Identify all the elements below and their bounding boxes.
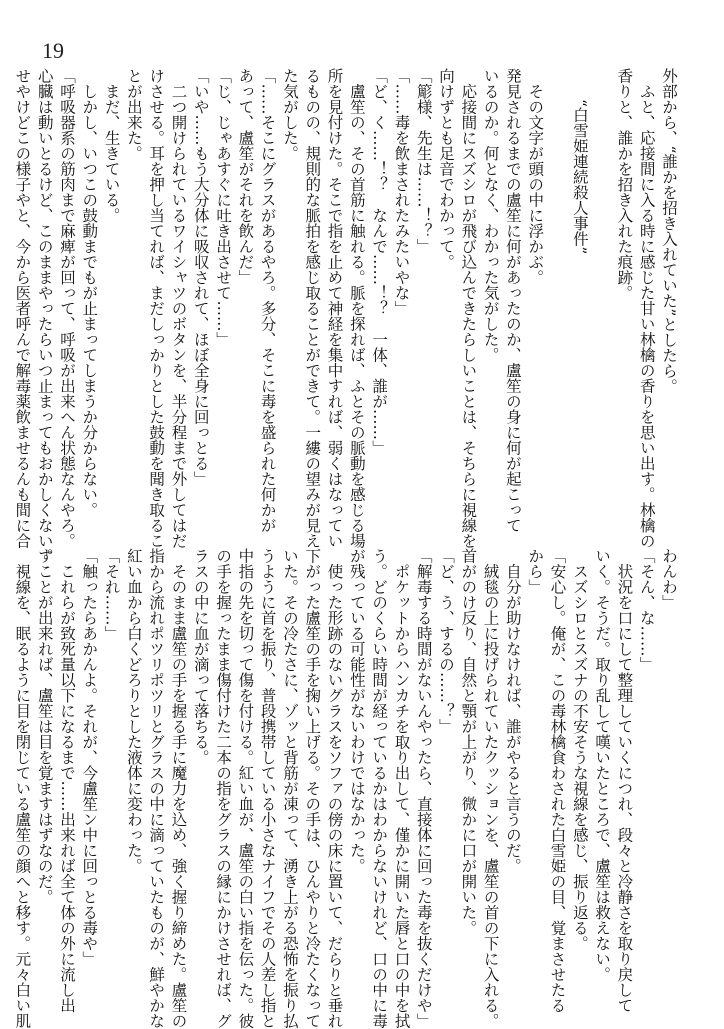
text-line: あって、盧笙がそれを飲んだ」 (236, 68, 255, 285)
text-line: けさせる。耳を押し当てれば、まだしっかりとした鼓動を聞き取るこ (147, 68, 166, 549)
text-line: 「簓様、先生は……！？」 (414, 68, 433, 254)
text-line: 指から流れポツリポツリとグラスの中に滴っていたものが、鮮やかな (147, 548, 166, 1029)
text-block-lower (11, 548, 680, 1029)
text-line: るものの、規則的な脈拍を感じ取ることができて。一縷の望みが見え (303, 68, 322, 549)
page-number: 19 (42, 38, 64, 63)
text-line: いく。そうだ。取り乱して嘆いたところで、盧笙は救えない。 (593, 548, 612, 982)
text-line: 「じ、じゃあすぐに吐き出させて……」 (214, 68, 233, 347)
text-line: 「解毒する時間がないんやったら、直接体に回った毒を抜くだけや」 (414, 548, 433, 1029)
text-block-upper (11, 68, 680, 564)
text-line: 盧笙の、その首筋に触れる。脈を探れば、ふとその脈動を感じる場 (347, 68, 366, 549)
text-line: 「いや……もう大分体に吸収されて、ほぼ全身に回っとる」 (191, 68, 210, 487)
text-line: 中指の先を切って傷を付ける。紅い血が、盧笙の白い指を伝った。彼 (236, 548, 255, 1029)
text-line: 首がのけ反り、自然と顎が上がり、微かに口が開いた。 (459, 548, 478, 936)
text-line: 下がった盧笙の手を掬い上げる。その手は、ひんやりと冷たくなって (303, 548, 322, 1029)
text-line: ポケットからハンカチを取り出して、僅かに開いた唇と口の中を拭 (392, 548, 411, 1029)
text-line: いるのか。何となく、わかった気がした。 (481, 68, 500, 363)
text-line: 「呼吸器系の筋肉まで麻痺が回って、呼吸が出来へん状態なんやろ。 (57, 68, 76, 549)
text-line: 視線を、眠るように目を閉じている盧笙の顔へと移す。元々白い肌 (13, 548, 32, 1029)
text-line: 向けずとも足音でわかって。 (437, 68, 456, 270)
text-line: 所を見付けた。そこで指を止めて神経を集中すれば、弱くはなってい (325, 68, 344, 549)
text-line: 「そん、な……」 (637, 548, 656, 672)
text-line: せやけどこの様子やと、今から医者呼んで解毒薬飲ませるんも間に合 (13, 68, 32, 549)
text-line: 「ど、う、するの……？」 (437, 548, 456, 734)
text-line: 状況を口にして整理していくにつれ、段々と冷静さを取り戻して (615, 548, 634, 1013)
text-line: スズシロとスズナの不安そうな視線を感じ、振り返る。 (570, 548, 589, 951)
text-line: いた。その冷たさに、ゾッと背筋が凍って、湧き上がる恐怖を振り払 (280, 548, 299, 1029)
text-line: う。どのくらい時間が経っているかはわからないけれど、口の中に毒 (370, 548, 389, 1029)
text-line: 紅い血から白くどろりとした液体に変わった。 (124, 548, 143, 874)
text-line: ふと、応接間に入る時に感じた甘い林檎の香りを思い出す。林檎の (637, 68, 656, 549)
text-line: わんわ」 (660, 548, 678, 610)
text-line: “白雪姫連続殺人事件” (570, 68, 589, 255)
text-line: 「それ……」 (102, 548, 121, 641)
text-line: 使った形跡のないグラスをソファの傍の床に置いて、だらりと垂れ (325, 548, 344, 1029)
text-line (591, 68, 613, 538)
text-line: 二つ開けられているワイシャツのボタンを、半分程まで外してはだ (169, 68, 188, 549)
text-line: 発見されるまでの盧笙に何があったのか、盧笙の身に何が起こって (503, 68, 522, 533)
text-line: 絨毯の上に投げられていたクッションを、盧笙の首の下に入れる。 (481, 548, 500, 1029)
text-line: が残っている可能性がないわけではなかった。 (347, 548, 366, 874)
text-line: まだ、生きている。 (102, 68, 121, 223)
text-line: た気がした。 (280, 68, 299, 161)
text-line: 香りと、誰かを招き入れた痕跡。 (615, 68, 634, 301)
text-line: 「触ったらあかんよ。それが、今盧笙ン中に回っとる毒や」 (80, 548, 99, 967)
text-line: 自分が助けなければ、誰がやると言うのだ。 (503, 548, 522, 874)
text-line: うように首を振り、普段携帯している小さなナイフでその人差し指と (258, 548, 277, 1029)
text-line: そのまま盧笙の手を握る手に魔力を込め、強く握り締めた。盧笙の (169, 548, 188, 1029)
text-line: の手を握ったまま傷付けた二本の指をグラスの縁にかけさせれば、グ (214, 548, 233, 1029)
text-line: すことが出来れば、盧笙は目を覚ますはずなのだ。 (35, 548, 54, 905)
text-line: 「ど、く……！？ なんで……！？ 一体、誰が……」 (370, 68, 389, 456)
text-line: 応接間にスズシロが飛び込んできたらしいことは、そちらに視線を (459, 68, 478, 549)
text-line: とが出来た。 (124, 68, 143, 161)
text-line: ラスの中に血が滴って落ちる。 (191, 548, 210, 765)
text-line: 「……そこにグラスがあるやろ。多分、そこに毒を盛られた何かが (258, 68, 277, 533)
text-line: 外部から、“誰かを招き入れていた”としたら。 (660, 68, 678, 394)
text-line: 「安心し。俺が、この毒林檎食わされた白雪姫の目、覚まさせたる (548, 548, 567, 1013)
text-line: から」 (526, 548, 545, 595)
text-line: しかし、いつこの鼓動までもが止まってしまうか分からない。 (80, 68, 99, 518)
text-line: 心臓は動いとるけど、このままやったらいつ止まってもおかしくない。 (35, 68, 54, 564)
text-line: その文字が頭の中に浮かぶ。 (526, 68, 545, 285)
text-line: 「……毒を飲まされたみたいやな」 (392, 68, 411, 316)
text-line (546, 68, 568, 538)
text-line: これらが致死量以下になるまで……出来れば全て体の外に流し出 (57, 548, 76, 1013)
